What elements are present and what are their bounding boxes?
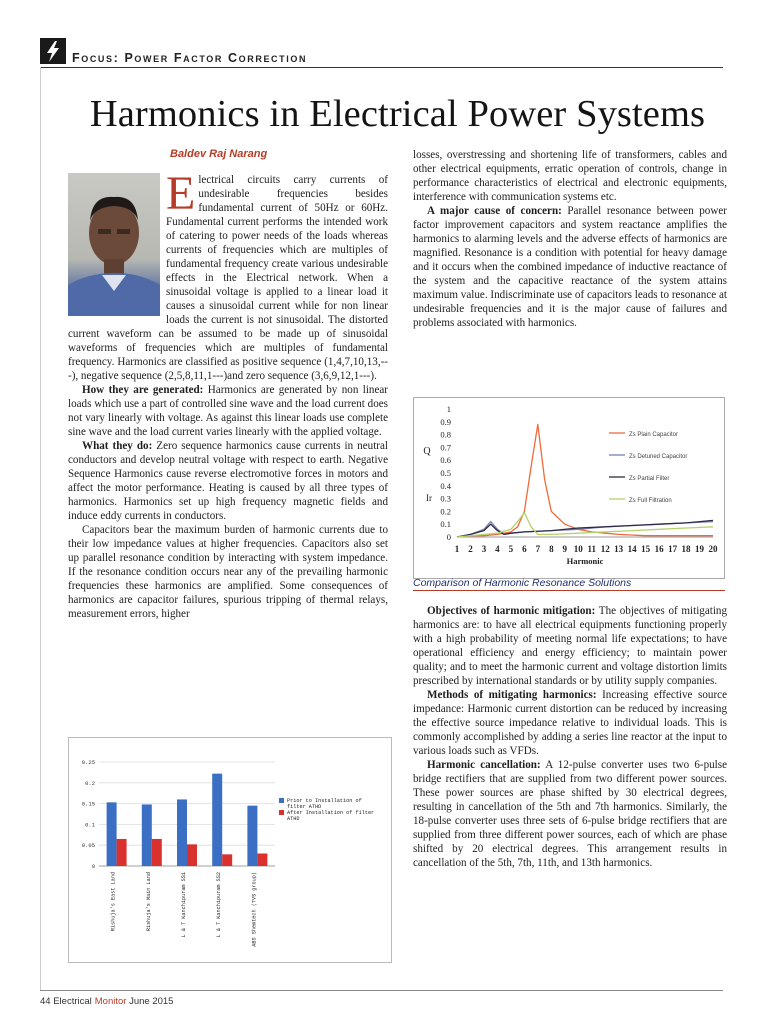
magazine-name-2: Monitor [94, 996, 127, 1007]
legend-swatch [279, 810, 284, 815]
bar [117, 839, 127, 866]
series-line [457, 513, 713, 537]
x-tick-label: 9 [562, 544, 568, 554]
legend-swatch [279, 798, 284, 803]
drop-cap: E [166, 167, 196, 220]
y-tick-label: 0.7 [440, 442, 451, 453]
x-tick-label: 14 [627, 544, 637, 554]
y-tick-label: 1 [446, 404, 451, 414]
bar [187, 844, 197, 866]
paragraph-text: Parallel resonance between power factor improvement capacitors and system reactance amplifies the harmonics to alarming levels and the adverse effects of harmonics are magnified. Resonance is a condition with potential for heavy damage and it occurs when the combined impedance of inductive reactance of the system and the capacitive reactance of the system attains maximum value. Indiscriminate use of capacitors leads to resonance at undesirable frequencies and it is the major cause of failures and problems associated with harmonics. [413, 205, 727, 329]
author-name: Baldev Raj Narang [170, 148, 268, 160]
figure-caption: Comparison of Harmonic Resonance Solutions [413, 577, 725, 591]
y-tick-label: 0.5 [440, 468, 451, 478]
legend-label: Zs Full Filtration [629, 498, 672, 504]
thd-bar-chart [68, 737, 392, 963]
y-tick-label: 0.8 [440, 429, 451, 440]
paragraph-lead: What they do: [82, 440, 153, 452]
paragraph [413, 204, 727, 330]
y-tick-label: 0.15 [81, 800, 95, 808]
paragraph: Capacitors bear the maximum burden of harmonic currents due to their low impedance values at higher frequencies. Capacitors also set up parallel resonance condition by interacting with system impedance. If the resonance condition occurs near any of the prevailing harmonic frequencies these harmonics are amplified. Some consequences of harmonics are capacitor failures, spurious tripping of thermal relays, measurement errors, higher [68, 524, 388, 620]
x-tick-label: 13 [614, 544, 624, 554]
bar [257, 854, 267, 866]
x-tick-label: Rishuja's East Land [110, 872, 117, 932]
x-tick-label: 6 [522, 544, 527, 554]
x-tick-label: 8 [549, 544, 554, 554]
legend-label: ATHD [287, 816, 300, 822]
author-photo [68, 173, 160, 316]
left-column [68, 167, 388, 621]
legend-label: filter ATHD [287, 804, 322, 810]
bar [142, 804, 152, 866]
bar [177, 799, 187, 866]
lightning-bolt-icon [40, 38, 66, 64]
issue-date: June 2015 [129, 996, 174, 1007]
resonance-chart [413, 397, 723, 591]
x-tick-label: ABS Shemtech (TVS group) [251, 872, 258, 947]
paragraph [413, 758, 727, 870]
header-rule [40, 67, 723, 68]
x-tick-label: 2 [468, 544, 473, 554]
x-tick-label: 3 [481, 544, 487, 554]
paragraph-text: A 12-pulse converter uses two 6-pulse bridge rectifiers that are supplied from two different power sources. These power sources are phase shifted by 30 electrical degrees, resulting in cancellation of the 5th and 7th harmonics. Similarly, the 18-pulse converter uses three sets of 6-pulse bridge rectifiers that are supplied from three different power sources, each of which are phase shifted by 20 electrical degrees. This arrangement results in cancellation of the 5th, 7th, 11th, and 13th harmonics. [413, 759, 727, 869]
article-title: Harmonics in Electrical Power Systems [89, 93, 706, 135]
x-tick-label: 16 [654, 544, 664, 554]
paragraph-text: The objectives of mitigating harmonics are: to have all electrical equipments functioning properly with a high probability of meeting normal life expectations; to have operational efficiency and energy efficiency; to maintain power quality; and to meet the harmonic current and voltage distortion limits prescribed by international standards or by utility supply companies. [413, 605, 728, 687]
right-column [413, 148, 727, 330]
x-tick-label: 15 [641, 544, 651, 554]
paragraph: losses, overstressing and shortening life of transformers, cables and other electrical equipments, erratic operation of controls, change in performance characteristics of electrical and electronic equipments, interference with communication systems etc. [413, 149, 727, 203]
page-footer [40, 996, 173, 1007]
x-tick-label: 18 [681, 544, 691, 554]
y-tick-label: 0.2 [440, 506, 451, 517]
bar [152, 839, 162, 866]
paragraph-lead: Methods of mitigating harmonics: [427, 689, 597, 701]
x-tick-label: 12 [600, 544, 610, 554]
paragraph-text: Increasing effective source impedance: Harmonic current distortion can be reduced by increasing the effective source impedance relative to individual loads. This is commonly accomplished by adding a series line reactor at the input to various loads such as VFDs. [413, 689, 727, 757]
paragraph-text: Harmonics are generated by non linear loads which use a part of controlled sine wave and the load current does not vary linearly with voltage. As against this linear loads use complete sine wave and the load current varies linearly with the applied voltage. [68, 384, 388, 438]
resonance-chart-svg [413, 397, 723, 577]
x-tick-label: 10 [573, 544, 583, 554]
y-tick-label: 0 [91, 863, 95, 870]
intro-text: lectrical circuits carry currents of undesirable frequencies besides fundamental current of 50Hz or 60Hz. Fundamental current performs the intended work of catering to power needs of the loads whereas currents of frequencies which are multiples of fundamental frequency create various undesirable effects in the Electrical network. When a sinusoidal voltage is applied to a linear load it causes a sinusoidal current while for non linear loads the current is not sinusoidal. The distorted current waveform can be assumed to be made up of sinusoidal waveforms of frequencies which are multiples of fundamental frequency. Harmonics are classified as positive sequence (1,4,7,10,13,---), negative sequence (2,5,8,11,1---)and zero sequence (3,6,9,12,1---). [68, 174, 388, 382]
y-tick-label: 0.2 [85, 779, 95, 787]
x-tick-label: 7 [535, 544, 541, 554]
y-tick-label: 0.6 [440, 455, 451, 466]
paragraph [413, 604, 727, 688]
x-tick-label: 4 [495, 544, 500, 554]
legend-label: Zs Partial Filter [629, 476, 670, 482]
bar [107, 802, 117, 866]
paragraph-lead: A major cause of concern: [427, 205, 562, 217]
y-tick-label: 0.3 [440, 493, 451, 504]
series-line [457, 424, 713, 537]
page-number: 44 [40, 996, 51, 1007]
legend-label: Zs Plain Capacitor [629, 432, 679, 438]
x-tick-label: 5 [508, 544, 514, 554]
paragraph-lead: Harmonic cancellation: [427, 759, 541, 771]
bar [247, 806, 257, 866]
x-tick-label: L & T Kanchipuram SS2 [216, 872, 223, 938]
x-tick-label: 17 [668, 544, 678, 554]
legend-label: Prior to Installation of [287, 798, 362, 804]
paragraph [68, 439, 388, 523]
x-tick-label: 19 [695, 544, 705, 554]
paragraph [413, 688, 727, 758]
y-tick-label: 0.1 [440, 519, 451, 530]
legend-label: Zs Detuned Capacitor [629, 454, 688, 460]
bar [222, 854, 232, 866]
paragraph-lead: How they are generated: [82, 384, 204, 396]
x-axis-label: Harmonic [566, 556, 604, 566]
x-tick-label: Rishuja's Main Land [145, 872, 152, 932]
magazine-name-1: Electrical [53, 996, 92, 1007]
y-tick-label: 0.4 [440, 480, 451, 491]
y-axis-label: Q [423, 445, 431, 457]
y-axis-label: Ir [426, 493, 432, 504]
y-tick-label: 0.1 [85, 821, 95, 829]
paragraph [68, 383, 388, 439]
y-tick-label: 0 [446, 532, 451, 542]
bar [212, 774, 222, 866]
y-tick-label: 0.05 [81, 842, 95, 850]
paragraph-text: Zero sequence harmonics cause currents in neutral conductors and develop neutral voltage with respect to earth. Negative Sequence Harmonics cause reverse electromotive forces in motors and affect the motor performance. Heating is caused by all three types of harmonics. Harmonics set up high frequency magnetic fields and induce eddy currents in conductors. [68, 440, 388, 522]
footer-rule [40, 990, 723, 991]
right-column-lower [413, 604, 727, 870]
x-tick-label: 1 [454, 544, 460, 554]
thd-bar-chart-svg [69, 738, 391, 962]
paragraph-lead: Objectives of harmonic mitigation: [427, 605, 596, 617]
legend-label: After Installation of filter [287, 810, 375, 816]
x-tick-label: 11 [587, 544, 596, 554]
y-tick-label: 0.9 [440, 416, 451, 427]
left-margin-rule [40, 67, 41, 990]
y-tick-label: 0.25 [81, 759, 95, 766]
x-tick-label: 20 [708, 544, 718, 554]
section-header: Focus: Power Factor Correction [72, 51, 308, 65]
x-tick-label: L & T Kanchipuram SS1 [181, 872, 187, 938]
